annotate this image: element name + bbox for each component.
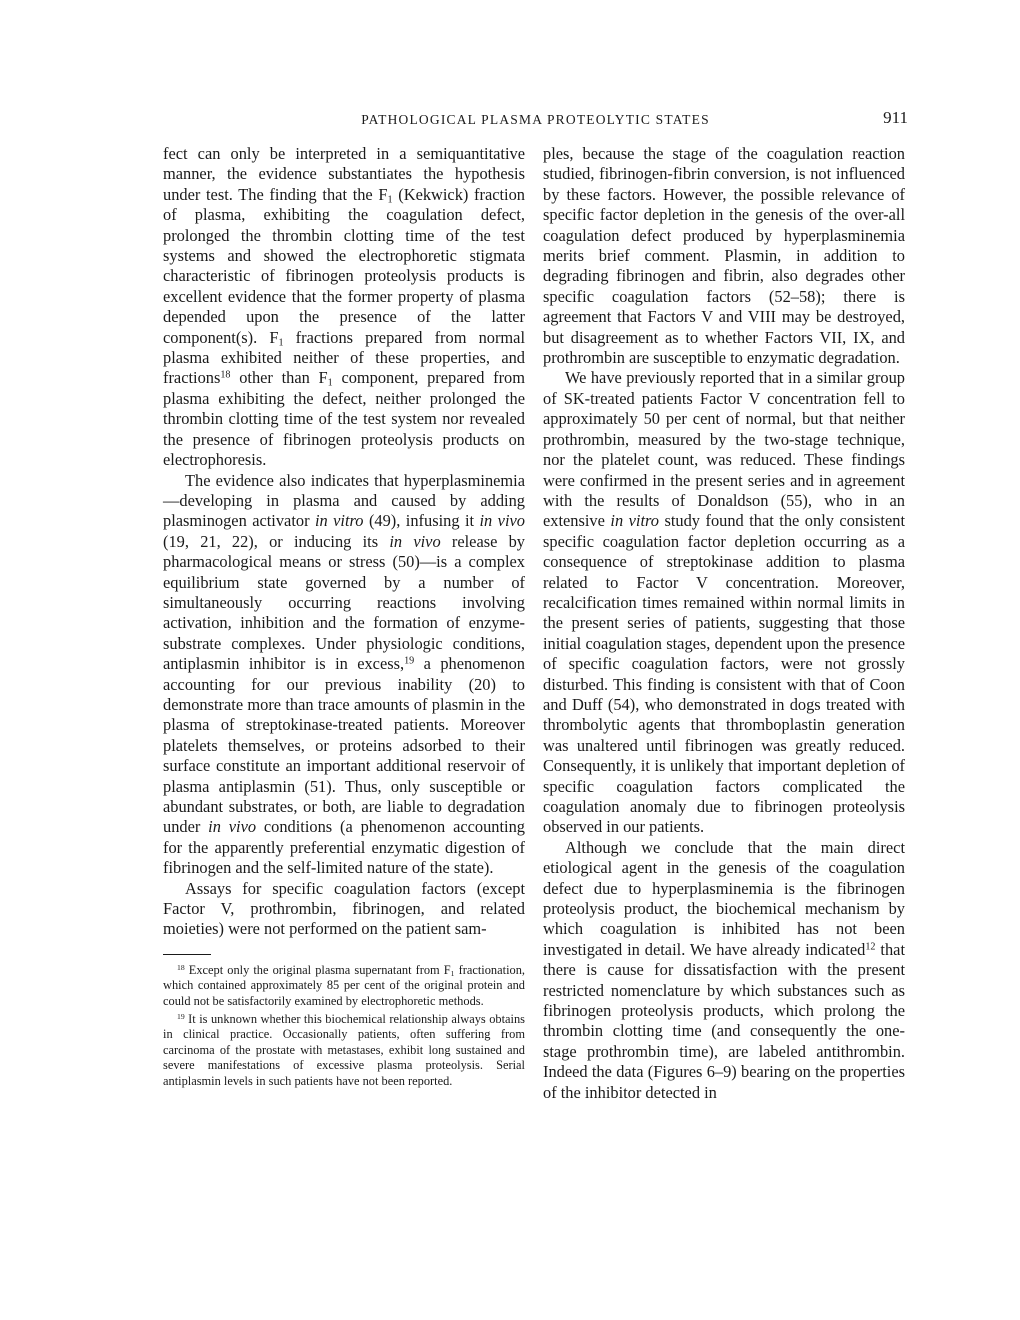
left-column: [163, 144, 525, 1090]
footnote-ref: 12: [865, 941, 876, 953]
paragraph: Although we conclude that the main direct etiological agent in the genesis of the coagulation defect due to hyperplasminemia is the fibrinogen proteolysis product, the biochemical mechanism by which coagulation is inhibited has not been investigated in detail. We have already indicated$^{12}$ that there is cause for dissatisfaction with the present restricted nomenclature by which substances such as fibrinogen proteolysis products, which prolong the thrombin clotting time (and consequently the one-stage prothrombin time), are labeled antithrombin. Indeed the data (Figures 6–9) bearing on the properties of the inhibitor detected in: [543, 837, 905, 1102]
right-column: [543, 144, 905, 1103]
paragraph: fect can only be interpreted in a semiquantitative manner, the evidence substantiates the hypothesis under test. The finding that the $F_1$ (Kekwick) fraction of plasma, exhibiting the coagulation defect, prolonged the thrombin clotting time of the test systems and showed the electrophoretic stigmata characteristic of fibrinogen proteolysis products is excellent evidence that the former property of plasma depended upon the presence of the latter component(s). $F_1$ fractions prepared from normal plasma exhibited neither of these properties, and fractions$^{18}$ other than $F_1$ component, prepared from plasma exhibiting the defect, neither prolonged the thrombin clotting time of the test system nor revealed the presence of fibrinogen proteolysis products on electrophoresis.: [163, 144, 526, 470]
footnote-ref: 19: [404, 655, 415, 667]
page-number: 911: [883, 108, 908, 127]
paragraph: Assays for specific coagulation factors (except Factor V, prothrombin, fibrinogen, and related moieties) were not performed on the patient sam-: [163, 878, 525, 939]
running-head: [163, 108, 908, 132]
footnote-18: $^{18}$ Except only the original plasma supernatant from $F_1$ fractionation, which contained approximately 85 per cent of the original protein and could not be satisfactorily examined by electrophoretic methods.: [163, 962, 526, 1009]
footnote-divider: [163, 954, 211, 955]
running-title: PATHOLOGICAL PLASMA PROTEOLYTIC STATES: [361, 112, 710, 127]
paragraph: The evidence also indicates that hyperplasminemia—developing in plasma and caused by adding plasminogen activator in vitro (49), infusing it in vivo (19, 21, 22), or inducing its in vivo release by pharmacological means or stress (50)—is a complex equilibrium state governed by a number of simultaneously occurring reactions involving activation, inhibition and the formation of enzyme-substrate complexes. Under physiologic conditions, antiplasmin inhibitor is in excess,$^{19}$ a phenomenon accounting for our previous inability (20) to demonstrate more than trace amounts of plasmin in the plasma of streptokinase-treated patients. Moreover platelets themselves, or proteins adsorbed to their surface constitute an important additional reservoir of plasma antiplasmin (51). Thus, only susceptible or abundant substrates, or both, are liable to degradation under in vivo conditions (a phenomenon accounting for the apparently preferential enzymatic digestion of fibrinogen and the self-limited nature of the state).: [163, 470, 526, 878]
footnote-19: $^{19}$ It is unknown whether this biochemical relationship always obtains in clinical practice. Occasionally patients, often suffering from carcinoma of the prostate with metastases, exhibit long sustained and severe manifestations of excessive plasma proteolysis. Serial antiplasmin levels in such patients have not been reported.: [163, 1011, 525, 1088]
footnotes: [163, 963, 525, 1090]
footnote-ref: 18: [220, 369, 231, 381]
paragraph: We have previously reported that in a similar group of SK-treated patients Factor V concentration fell to approximately 50 per cent of normal, but that neither prothrombin, measured by the two-stage technique, nor the platelet count, was reduced. These findings were confirmed in the present series and in agreement with the results of Donaldson (55), who in an extensive in vitro study found that the only consistent specific coagulation factor depletion occurring as a consequence of streptokinase addition to plasma related to Factor V concentration. Moreover, recalcification times remained within normal limits in the present series of patients, suggesting that those initial coagulation stages, dependent upon the presence of specific coagulation factors, were not grossly disturbed. This finding is consistent with that of Coon and Duff (54), who demonstrated in dogs treated with thrombolytic agents that thromboplastin generation was unaltered until fibrinogen was greatly reduced. Consequently, it is unlikely that important depletion of specific coagulation factors complicated the coagulation anomaly due to fibrinogen proteolysis observed in our patients.: [543, 368, 905, 837]
paragraph: ples, because the stage of the coagulation reaction studied, fibrinogen-fibrin conversion, is not influenced by these factors. However, the possible relevance of specific factor depletion in the genesis of the over-all coagulation defect produced by hyperplasminemia merits brief comment. Plasmin, in addition to degrading fibrinogen and fibrin, also degrades other specific coagulation factors (52–58); there is agreement that Factors V and VIII may be destroyed, but disagreement as to whether Factors VII, IX, and prothrombin are susceptible to enzymatic degradation.: [543, 144, 905, 368]
